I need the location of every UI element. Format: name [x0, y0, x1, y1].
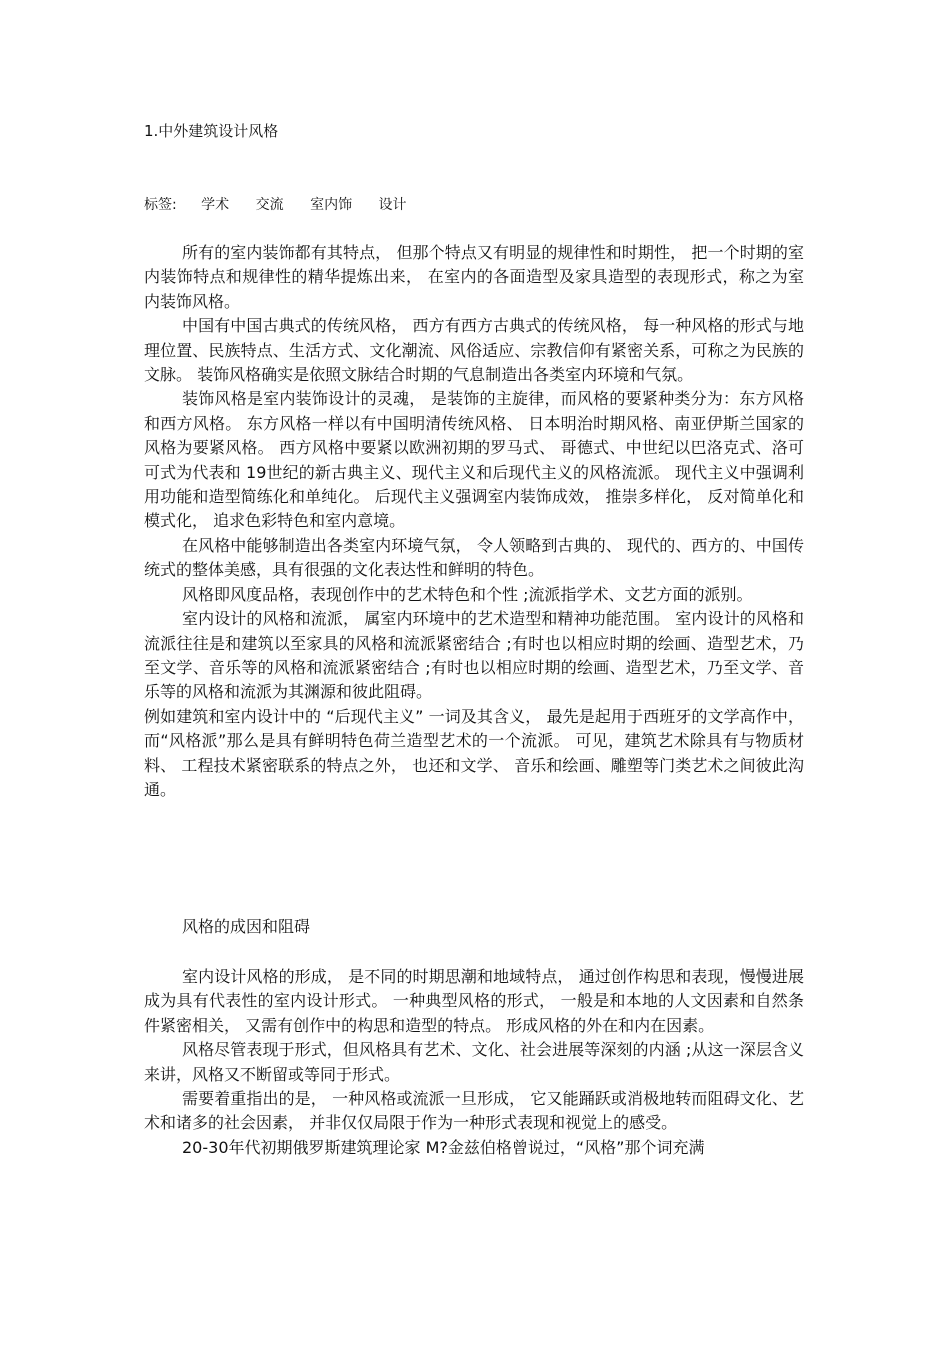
tag-item[interactable]: 室内饰 [310, 197, 353, 213]
tag-row [144, 195, 429, 215]
paragraph: 风格尽管表现于形式，但风格具有艺术、文化、社会进展等深刻的内涵 ;从这一深层含义来讲，风格又不断留或等同于形式。 [144, 1040, 804, 1084]
paragraph: 室内设计风格的形成， 是不同的时期思潮和地域特点， 通过创作构思和表现，慢慢进展成为具有代表性的室内设计形式。 一种典型风格的形式， 一般是和本地的人文因素和自然条件紧密相关， 又需有创作中的构思和造型的特点。 形成风格的外在和内在因素。 [144, 967, 804, 1035]
tag-item[interactable]: 设计 [378, 197, 407, 213]
document-title: 1.中外建筑设计风格 [144, 122, 279, 140]
paragraph: 室内设计的风格和流派， 属室内环境中的艺术造型和精神功能范围。 室内设计的风格和流派往往是和建筑以至家具的风格和流派紧密结合 ;有时也以相应时期的绘画、造型艺术，乃至文学、音乐等的风格和流派紧密结合 ;有时也以相应时期的绘画、造型艺术，乃至文学、音乐等的风格和流派为其渊源和彼此阻碍。 [144, 609, 804, 702]
paragraph: 所有的室内装饰都有其特点， 但那个特点又有明显的规律性和时期性， 把一个时期的室内装饰特点和规律性的精华提炼出来， 在室内的各面造型及家具造型的表现形式，称之为室内装饰风格。 [144, 243, 804, 311]
tag-item[interactable]: 学术 [201, 197, 230, 213]
paragraph: 风格即风度品格，表现创作中的艺术特色和个性 ;流派指学术、文艺方面的派别。 [182, 584, 753, 604]
tag-item[interactable]: 交流 [255, 197, 284, 213]
tag-label: 标签: [144, 197, 177, 213]
paragraph: 需要着重指出的是， 一种风格或流派一旦形成， 它又能踊跃或消极地转而阻碍文化、艺术和诸多的社会因素， 并非仅仅局限于作为一种形式表现和视觉上的感受。 [144, 1089, 804, 1133]
body-section-2 [144, 965, 804, 1160]
body-section-1 [144, 241, 804, 802]
paragraph: 在风格中能够制造出各类室内环境气氛， 令人领略到古典的、 现代的、西方的、中国传统式的整体美感，具有很强的文化表达性和鲜明的特色。 [144, 535, 804, 580]
paragraph: 装饰风格是室内装饰设计的灵魂， 是装饰的主旋律，而风格的要紧种类分为：东方风格和西方风格。 东方风格一样以有中国明清传统风格、 日本明治时期风格、南亚伊斯兰国家的风格为要紧风格。 西方风格中要紧以欧洲初期的罗马式、 哥德式、中世纪以巴洛克式、洛可可式为代表和 19世纪的新古典主义、现代主义和后现代主义的风格流派。 现代主义中强调利用功能和造型简练化和单纯化。 后现代主义强调室内装饰成效， 推崇多样化， 反对简单化和模式化， 追求色彩特色和室内意境。 [144, 389, 804, 531]
section-heading: 风格的成因和阻碍 [182, 917, 311, 936]
paragraph: 例如建筑和室内设计中的 “后现代主义” 一词及其含义， 最先是起用于西班牙的文学高作中， 而“风格派”那么是具有鲜明特色荷兰造型艺术的一个流派。 可见，建筑艺术除具有与物质材料、 工程技术紧密联系的特点之外， 也还和文学、 音乐和绘画、雕塑等门类艺术之间彼此沟通。 [144, 706, 804, 799]
paragraph: 中国有中国古典式的传统风格， 西方有西方古典式的传统风格， 每一种风格的形式与地理位置、民族特点、生活方式、文化潮流、风俗适应、宗教信仰有紧密关系，可称之为民族的文脉。 装饰风格确实是依照文脉结合时期的气息制造出各类室内环境和气氛。 [144, 316, 804, 385]
paragraph: 20-30年代初期俄罗斯建筑理论家 M?金兹伯格曾说过，“风格”那个词充满 [182, 1137, 705, 1157]
